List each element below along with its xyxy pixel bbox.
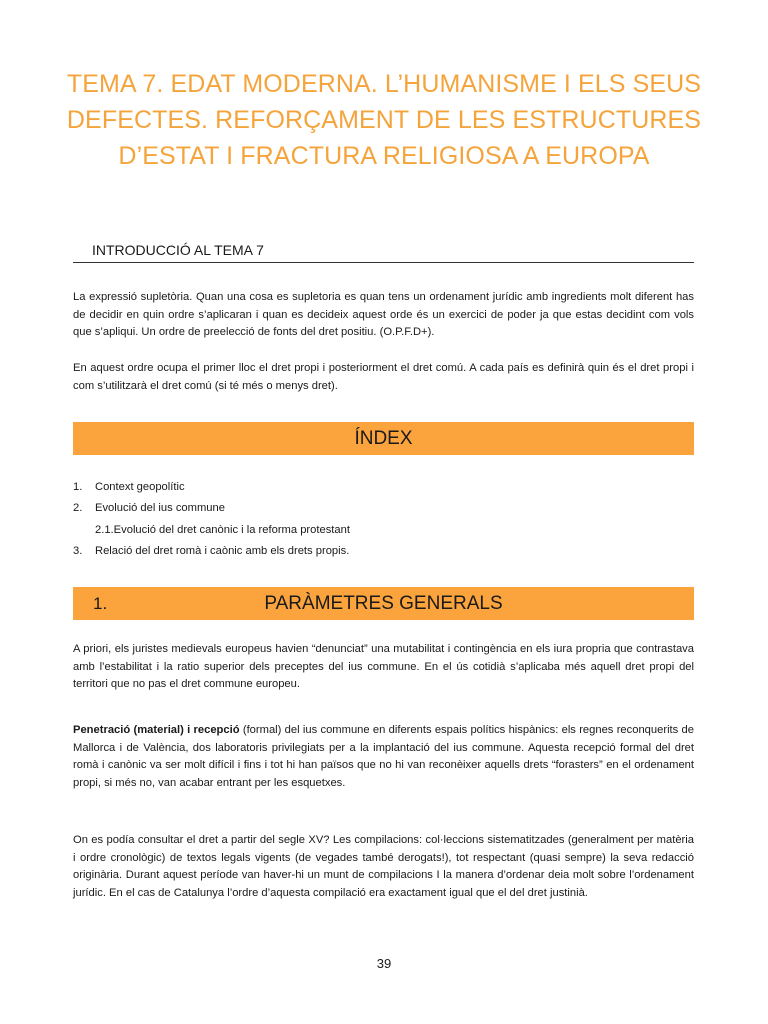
index-item-number: 1. (73, 481, 83, 493)
index-item-label: Evolució del ius commune (95, 502, 225, 514)
intro-paragraph-1: La expressió supletòria. Quan una cosa es supletoria es quan tens un ordenament jurídic amb ingredients molt diferent has de decidir en quin ordre s’aplicaran i quan es decideix aquest orde és un exercici de poder ja que estas decidint com vols que s’apliqui. Un ordre de preelecció de fonts del dret positiu. (O.P.F.D+). (73, 291, 694, 338)
index-item (73, 500, 225, 516)
section-1-paragraph-3: On es podía consultar el dret a partir del segle XV? Les compilacions: col·leccions sistematitzades (generalment per matèria i ordre cronològic) de textos legals vigents (de vegades també derogats!), tot respectant (quasi sempre) la seva redacció originària. Durant aquest període van haver-hi un munt de compilacions I la manera d’ordenar deia molt sobre l’ordenament jurídic. En el cas de Catalunya l’ordre d’aquesta compilació era exactament igual que el del dret justinià. (73, 834, 694, 899)
index-item-number: 3. (73, 545, 83, 557)
intro-heading: INTRODUCCIÓ AL TEMA 7 (73, 242, 694, 263)
index-item (73, 479, 185, 495)
section-1-heading: PARÀMETRES GENERALS (264, 593, 503, 614)
paragraph-text: (formal) del ius commune en diferents espais polítics hispànics: els regnes reconquerits de Mallorca i de València, dos laboratoris privilegiats per a la implantació del ius commune. Aquesta recepció formal del dret romà i canònic va ser molt difícil i fins i tot hi han països que no hi van reconèixer aquells drets “forasters” en el ordenament propi, si més no, van acabar entrant per les esquetxes. (73, 724, 694, 789)
index-subitem (95, 522, 350, 538)
index-heading: ÍNDEX (73, 422, 694, 455)
index-item-label: 2.1.Evolució del dret canònic i la reforma protestant (95, 524, 350, 536)
section-1-paragraph-2 (73, 722, 694, 792)
index-item-label: Context geopolític (95, 481, 185, 493)
index-item (73, 543, 349, 559)
section-1-paragraph-1: A priori, els juristes medievals europeus havien “denunciat” una mutabilitat i contingència en els iura propria que contrastava amb l’estabilitat i la ratio superior dels preceptes del ius commune. En el ús cotidià s’aplicaba més aquell dret propi del territori que no pas el dret commune europeu. (73, 643, 694, 690)
page-title: TEMA 7. EDAT MODERNA. L’HUMANISME I ELS SEUS DEFECTES. REFORÇAMENT DE LES ESTRUCTURES D’ESTAT I FRACTURA RELIGIOSA A EUROPA (66, 70, 702, 170)
index-item-label: Relació del dret romà i caònic amb els drets propis. (95, 545, 350, 557)
page-number: 39 (376, 956, 392, 971)
index-item-number: 2. (73, 502, 83, 514)
bold-term: Penetració (material) i recepció (73, 724, 240, 736)
intro-paragraph-2: En aquest ordre ocupa el primer lloc el dret propi i posteriorment el dret comú. A cada país es definirà quin és el dret propi i com s’utilitzarà el dret comú (si té més o menys dret). (73, 362, 694, 392)
section-1-number: 1. (93, 594, 108, 613)
section-1-heading-band (73, 587, 694, 620)
